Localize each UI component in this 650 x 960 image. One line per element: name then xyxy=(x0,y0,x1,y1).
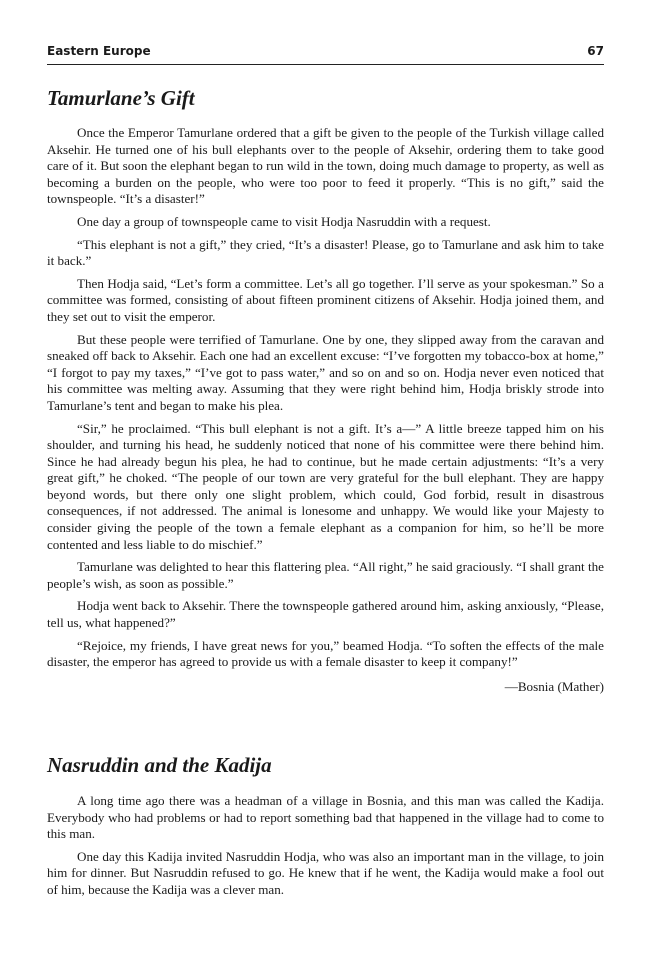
paragraph: Tamurlane was delighted to hear this flattering plea. “All right,” he said graciously. “I shall grant the people’s wish, as soon as possible.” xyxy=(47,559,604,591)
paragraph: One day this Kadija invited Nasruddin Hodja, who was also an important man in the village, to join him for dinner. But Nasruddin refused to go. He knew that if he went, the Kadija would make a fool out of him, because the Kadija was a clever man. xyxy=(47,848,604,897)
paragraph: “This elephant is not a gift,” they cried, “It’s a disaster! Please, go to Tamurlane and ask him to take it back.” xyxy=(47,236,604,269)
running-header xyxy=(47,44,604,62)
paragraph: A long time ago there was a headman of a village in Bosnia, and this man was called the Kadija. Everybody who had problems or had to report something bad that happened in the village had to come to this man. xyxy=(47,793,604,842)
paragraph: One day a group of townspeople came to visit Hodja Nasruddin with a request. xyxy=(77,213,491,229)
page-number: 67 xyxy=(587,44,604,58)
paragraph: “Sir,” he proclaimed. “This bull elephant is not a gift. It’s a—” A little breeze tapped him on his shoulder, and turning his head, he suddenly noticed that none of his committee were there behind him. Since he had already begun his plea, he had to continue, but he made certain adjustments: “It’s a very great gift,” he choked. “The people of our town are very grateful for the bull elephant. They are happy beyond words, but there only one slight problem, which could, God forbid, result in disastrous consequences, if not addressed. The animal is lonesome and unhappy. We would like your Majesty to consider giving the people of the town a female elephant as a companion for him, so he’ll be more contented and less liable to do mischief.” xyxy=(47,420,604,552)
paragraph: But these people were terrified of Tamurlane. One by one, they slipped away from the caravan and sneaked off back to Aksehir. Each one had an excellent excuse: “I’ve forgotten my tobacco-box at home,” “I forgot to pay my taxes,” “I’ve got to pass water,” and so on and so on. Hodja never even noticed that his committee was melting away. Assuming that they were right behind him, Hodja briskly strode into Tamurlane’s tent and began to make his plea. xyxy=(47,331,604,413)
paragraph: Then Hodja said, “Let’s form a committee. Let’s all go together. I’ll serve as your spokesman.” So a committee was formed, consisting of about fifteen prominent citizens of Aksehir. Hodja joined them, and they set out to visit the emperor. xyxy=(47,275,604,324)
story-title-tamurlanes-gift: Tamurlane’s Gift xyxy=(47,86,195,110)
paragraph: “Rejoice, my friends, I have great news for you,” beamed Hodja. “To soften the effects of the male disaster, the emperor has agreed to provide us with a female disaster to keep it company!” xyxy=(47,637,604,670)
paragraph: Once the Emperor Tamurlane ordered that a gift be given to the people of the Turkish village called Aksehir. He turned one of his bull elephants over to the people of Aksehir, ordering them to take good care of it. But soon the elephant began to run wild in the town, doing much damage to property, as well as becoming a burden on the people, who were too poor to feed it properly. “This is no gift,” said the townspeople. “It’s a disaster!” xyxy=(47,125,604,207)
story-body-nasruddin-and-the-kadija xyxy=(47,793,604,905)
paragraph: Hodja went back to Aksehir. There the townspeople gathered around him, asking anxiously, “Please, tell us, what happened?” xyxy=(47,598,604,631)
section-title: Eastern Europe xyxy=(47,44,151,58)
story-title-nasruddin-and-the-kadija: Nasruddin and the Kadija xyxy=(47,753,272,777)
story-body-tamurlanes-gift xyxy=(47,125,604,701)
header-rule xyxy=(47,64,604,65)
attribution: —Bosnia (Mather) xyxy=(504,678,604,694)
